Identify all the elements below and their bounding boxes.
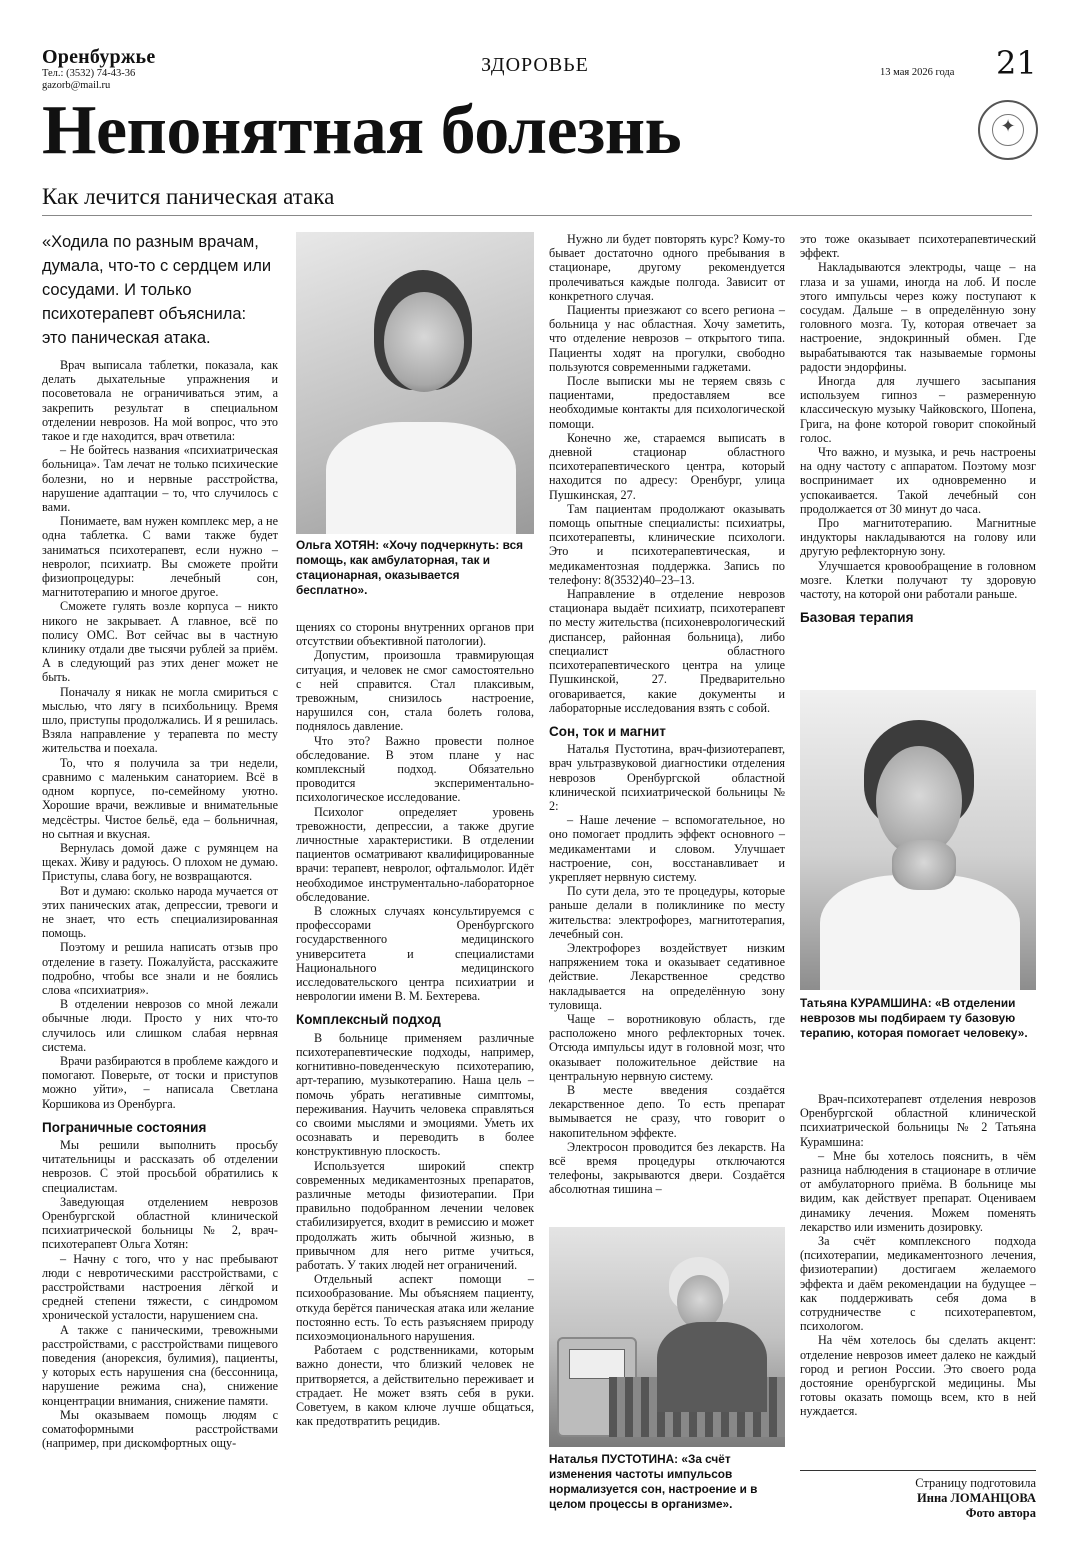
paragraph: Нужно ли будет повторять курс? Кому-то бывает достаточно одного пребывания в стационаре, другому рекомендуется пролечиваться каждые полгода. Зависит от конкретного случая.: [549, 232, 785, 303]
header-divider: [42, 215, 1032, 216]
section-heading: Комплексный подход: [296, 1012, 441, 1028]
paragraph: За счёт комплексного подхода (психотерапии, медикаментозного лечения, физиотерапии) достигаем желаемого эффекта и даём рекомендации на будущее – как поддерживать себя дома в сотрудничестве с психотерапевтом, психологом.: [800, 1234, 1036, 1334]
paragraph: Накладываются электроды, чаще – на глаза и за ушами, иногда на лоб. И после этого импульсы через кожу поступают к сосудам. Дальше – в определённую зону головного мозга. Ту, которая отвечает за настроение, эндокринный обмен. Где вырабатываются так называемые гормоны радости эндорфины.: [800, 260, 1036, 374]
paragraph: – Не бойтесь названия «психиатрическая больница». Там лечат не только психические болезни, но и нервные расстройства, нарушение адаптации – то, что случилось с вами.: [42, 443, 278, 515]
paragraph: Допустим, произошла травмирующая ситуация, и человек не смог самостоятельно с ней справится. Стал плаксивым, тревожным, снизилось настроение, нарушился сон, стала болеть голова, поднялось давление.: [296, 648, 534, 734]
paragraph: Электросон проводится без лекарств. На всё время процедуры отключаются телефоны, закрываются двери. Создаётся абсолютная тишина –: [549, 1139, 785, 1197]
paragraph: Поначалу я никак не могла смириться с мыслью, что лягу в психбольницу. Время шло, приступы продолжались. И я решилась. Взяла направление у терапевта по месту жительства и поехала.: [42, 684, 278, 756]
section-title: ЗДОРОВЬЕ: [481, 54, 589, 76]
paragraph: Вот и думаю: сколько народа мучается от этих панических атак, депрессии, тревоги и не знает, что есть специализированная помощь.: [42, 883, 278, 941]
paragraph: Мы решили выполнить просьбу читательницы и рассказать об отделении неврозов. С этой просьбой обратились к специалистам.: [42, 1137, 278, 1195]
paragraph: В месте введения создаётся лекарственное депо. То есть препарат вымывается не сразу, что говорит о накопительном эффекте.: [549, 1082, 785, 1140]
contact-email: gazorb@mail.ru: [42, 80, 111, 91]
paragraph: это тоже оказывает психотерапевтический эффект.: [800, 232, 1036, 261]
paragraph: Понимаете, вам нужен комплекс мер, а не одна таблетка. С вами также будет заниматься психотерапевт, если нужно – невролог, психиатр. Вы сможете пройти физиопроцедуры: лечебный сон, магнитотерапию и многое другое.: [42, 514, 278, 600]
column-2: [296, 620, 534, 1428]
paragraph: Врачи разбираются в проблеме каждого и помогают. Поверьте, от тоски и приступов можно уйти», – написала Светлана Коршикова из Оренбурга.: [42, 1053, 278, 1111]
credit-photo: Фото автора: [965, 1506, 1036, 1520]
paragraph: После выписки мы не теряем связь с пациентами, предоставляем все необходимые контакты для психологической помощи.: [549, 374, 785, 431]
paragraph: Улучшается кровообращение в головном мозге. Клетки получают ту здоровую частоту, на которой они работали раньше.: [800, 558, 1036, 602]
paragraph: Про магнитотерапию. Магнитные индукторы накладываются на голову или другую рефлекторную зону.: [800, 516, 1036, 559]
photo-tatyana-kuramshina: [800, 690, 1036, 990]
paragraph: Там пациентам продолжают оказывать помощь опытные специалисты: психиатры, психотерапевты, клинические психологи. Это и психотерапевтическая, и медикаментозная поддержка. Запись по телефону: 8(3532)40–23–13.: [549, 501, 785, 587]
paragraph: В отделении неврозов со мной лежали обычные люди. Просто у них что-то случилось или слишком слабая нервная система.: [42, 997, 278, 1054]
paragraph: Сможете гулять возле корпуса – никто никого не закрывает. А главное, всё по полису ОМС. Вот сейчас вы в частную клинику отдали две тысячи рублей за приём. А в следующий раз этих денег может не быть.: [42, 599, 278, 685]
paragraph: щениях со стороны внутренних органов при отсутствии объективной патологии).: [296, 620, 534, 649]
paragraph: Работаем с родственниками, которым важно донести, что близкий человек не притворяется, а действительно переживает и страдает. Не может взять себя в руки. Советуем, в каком ключе лучше общаться, как предотвратить рецидив.: [296, 1343, 534, 1429]
column-1: [42, 358, 278, 1450]
author-credit: [800, 1476, 1036, 1521]
photo-caption-kuramshina: Татьяна КУРАМШИНА: «В отделении неврозов мы подбираем ту базовую терапию, которая помогает человеку».: [800, 996, 1028, 1040]
paragraph: Пациенты приезжают со всего региона – больница у нас областная. Хочу заметить, что отделение неврозов – открытого типа. Пациенты ходят на прогулки, свободно пользуются современными гаджетами.: [549, 303, 785, 374]
paragraph: Направление в отделение неврозов стационара выдаёт психиатр, психотерапевт по месту жительства (психоневрологический диспансер, районная больница), либо специалист областного психотерапевтического центра на улице Пушкинской, 27. Предварительно оговаривается, какие документы и лабораторные исследования взять с собой.: [549, 587, 785, 715]
paragraph: Врач-психотерапевт отделения неврозов Оренбургской областной клинической психиатрической больницы № 2 Татьяна Курамшина:: [800, 1092, 1036, 1149]
section-heading: Пограничные состояния: [42, 1119, 207, 1135]
paragraph: По сути дела, это те процедуры, которые раньше делали в поликлинике по месту жительства: электрофорез, магнитотерапия, лечебный сон.: [549, 884, 785, 941]
column-4-top: [800, 232, 1036, 628]
photo-caption-pustotina: Наталья ПУСТОТИНА: «За счёт изменения частоты импульсов нормализуется сон, настроение и в целом процессы в организме».: [549, 1452, 758, 1511]
paragraph: Иногда для лучшего засыпания используем гипноз – размеренную классическую музыку Чайковского, Шопена, Грига, на фоне которой говорит спокойный голос.: [800, 374, 1036, 445]
paragraph: Электрофорез воздействует низким напряжением тока и оказывает седативное действие. Лекарственное средство накладывается на определённую зону туловища.: [549, 940, 785, 1012]
section-heading: Базовая терапия: [800, 610, 914, 626]
article-headline: Непонятная болезнь: [42, 92, 682, 169]
paragraph: Наталья Пустотина, врач-физиотерапевт, врач ультразвуковой диагностики отделения неврозов Оренбургской областной клинической психиатрической больницы № 2:: [549, 742, 785, 813]
section-heading: Сон, ток и магнит: [549, 723, 666, 739]
paragraph: Конечно же, стараемся выписать в дневной стационар областного психотерапевтического центра, который находится по адресу: Оренбург, улица Пушкинская, 27.: [549, 430, 785, 502]
paragraph: Отдельный аспект помощи – психообразование. Мы объясняем пациенту, откуда берётся паническая атака или желание постоянно есть. То есть разъясняем природу психоэмоционального нарушения.: [296, 1272, 534, 1343]
paragraph: – Мне бы хотелось пояснить, в чём разница наблюдения в стационаре в отличие от амбулаторного приёма. В больнице мы видим, как действует препарат. Оцениваем динамику лечения. Можем поменять лекарство или изменить дозировку.: [800, 1148, 1036, 1234]
article-subheadline: Как лечится паническая атака: [42, 184, 335, 209]
paragraph: – Начну с того, что у нас пребывают люди с невротическими расстройствами, с расстройствами настроения лёгкой и средней степени тяжести, с синдромом хронической усталости, нарушением сна.: [42, 1251, 278, 1323]
federal-project-seal-icon: ✦: [978, 100, 1038, 160]
column-3: [549, 232, 785, 1197]
credit-author: Инна ЛОМАНЦОВА: [917, 1491, 1036, 1505]
column-4-bottom: [800, 1092, 1036, 1419]
paragraph: На чём хотелось бы сделать акцент: отделение неврозов имеет далеко не каждый город и регион России. Это своего рода достояние оренбургской медицины. Мы готовы оказать помощь всем, кто в ней нуждается.: [800, 1333, 1036, 1419]
paragraph: Вернулась домой даже с румянцем на щеках. Живу и радуюсь. О плохом не думаю. Приступы, слава богу, не возвращаются.: [42, 840, 278, 884]
photo-caption-khotyan: Ольга ХОТЯН: «Хочу подчеркнуть: вся помощь, как амбулаторная, так и стационарная, оказывается бесплатно».: [296, 538, 524, 597]
paragraph: То, что я получила за три недели, сравнимо с маленьким санаторием. Всё в одном корпусе, по-семейному уютно. Хорошие врачи, вежливые и внимательные медсёстры. Чистое бельё, еда – больничная, но сытная и вкусная.: [42, 755, 278, 841]
newspaper-name: Оренбуржье: [42, 46, 156, 68]
photo-natalya-pustotina: [549, 1227, 785, 1447]
paragraph: Чаще – воротниковую область, где расположено много рефлекторных точек. Отсюда импульсы идут в головной мозг, что оказывает положительное действие на центральную нервную систему.: [549, 1011, 785, 1083]
paragraph: Что это? Важно провести полное обследование. В этом плане у нас комплексный подход. Обязательно проводится экспериментально-психологическое исследование.: [296, 733, 534, 805]
paragraph: Поэтому и решила написать отзыв про отделение в газету. Пожалуйста, расскажите подробно, чтобы все знали и не боялись слова «психиатрия».: [42, 940, 278, 997]
paragraph: А также с паническими, тревожными расстройствами, с расстройствами пищевого поведения (анорексия, булимия), пациенты, у которых есть нарушения сна (бессонница, нарушение режима сна), снижение концентрации внимания, снижение памяти.: [42, 1322, 278, 1408]
paragraph: Используется широкий спектр современных медикаментозных препаратов, различные методы физиотерапии. При правильно подобранном лечении человек стабилизируется, входит в ремиссию и может продолжать жить обычной жизнью, в привычном для него ритме учиться, работать. У таких людей нет ограничений.: [296, 1158, 534, 1272]
paragraph: В больнице применяем различные психотерапевтические подходы, например, когнитивно-поведенческую психотерапию, арт-терапию, музыкотерапию. Наша цель – помочь убрать негативные симптомы, переживания. Научить человека справляться со своими мыслями и эмоциями. Уметь их осознавать и переводить в более конструктивную плоскость.: [296, 1030, 534, 1159]
photo-olga-khotyan: [296, 232, 534, 534]
paragraph: Что важно, и музыка, и речь настроены на одну частоту с аппаратом. Поэтому мозг воспринимает их одновременно и успокаивается. Такой лечебный сон продолжается от 30 минут до часа.: [800, 445, 1036, 516]
paragraph: В сложных случаях консультируемся с профессорами Оренбургского государственного медицинского университета и специалистами Национального медицинского исследовательского центра психиатрии и неврологии имени В. М. Бехтерева.: [296, 904, 534, 1004]
paragraph: Врач выписала таблетки, показала, как делать дыхательные упражнения и посоветовала не ограничиваться этим, а закрепить результат в специальном отделении неврозов. На мой вопрос, что это такое и где находится, врач ответила:: [42, 358, 278, 444]
paragraph: Психолог определяет уровень тревожности, депрессии, а также другие личностные характеристики. В отделении пациентов осматривают квалифицированные врачи: терапевт, невролог, офтальмолог. Идёт необходимое инструментально-лабораторное обследование.: [296, 804, 534, 904]
paragraph: Заведующая отделением неврозов Оренбургской областной клинической психиатрической больницы № 2, врач-психотерапевт Ольга Хотян:: [42, 1194, 278, 1252]
page-number: 21: [996, 44, 1037, 82]
contact-phone: Тел.: (3532) 74-43-36: [42, 68, 136, 79]
credit-divider: [800, 1470, 1036, 1471]
issue-date: 13 мая 2026 года: [880, 67, 955, 78]
paragraph: – Наше лечение – вспомогательное, но оно помогает продлить эффект основного – медикаментами и словом. Улучшает настроение, сон, восстанавливает и укрепляет нервную систему.: [549, 813, 785, 884]
lead-quote: «Ходила по разным врачам, думала, что-то с сердцем или сосудами. И только психотерапевт объяснила: это паническая атака.: [42, 233, 272, 347]
paragraph: Мы оказываем помощь людям с соматоформными расстройствами (например, при дискомфортных ощу-: [42, 1407, 278, 1451]
credit-line: Страницу подготовила: [915, 1476, 1036, 1490]
